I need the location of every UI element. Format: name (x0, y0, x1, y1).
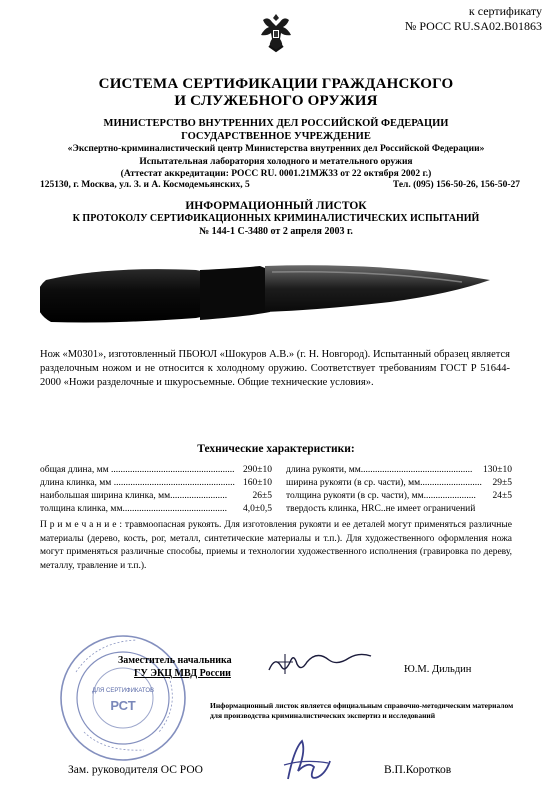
footnote-line-2: для производства криминалистических экспертиз и исследований (210, 711, 436, 720)
note-text: травмоопасная рукоять. Для изготовления рукояти и ее деталей могут применяться различные материалы (дерево, кость, рог, металл, синтетические материалы и т.п.). Для художественного оформления ножа могут применяться различные способы, приемы и технологии художественного исполнения (гравировка по дереву, металлу, травление и т.п.). (40, 520, 512, 571)
spec-row (40, 503, 272, 516)
note-paragraph (40, 519, 512, 573)
spec-row (40, 490, 272, 503)
signatory-1-name: Ю.М. Дильдин (404, 664, 472, 675)
spec-value: 160±10 (243, 478, 272, 488)
footnote-line-1: Информационный листок является официальным справочно-методическим материалом (210, 701, 514, 710)
center-name: «Экспертно-криминалистический центр Министерства внутренних дел Российской Федерации» (67, 144, 485, 154)
spec-row (40, 477, 272, 490)
spec-value: 26±5 (252, 491, 272, 501)
signatory-2-name: В.П.Коротков (384, 764, 452, 776)
document-title (0, 76, 552, 110)
spec-value: 290±10 (243, 465, 272, 475)
certificate-reference (405, 4, 542, 34)
institution-type: ГОСУДАРСТВЕННОЕ УЧРЕЖДЕНИЕ (181, 131, 371, 142)
spec-label: ширина рукояти (в ср. части), мм.......................... (286, 478, 482, 488)
stamp-mark: РСТ (110, 698, 136, 713)
spec-label: твердость клинка, HRC..не имеет ограничений (286, 504, 476, 514)
spec-label: толщина рукояти (в ср. части), мм...................... (286, 491, 476, 501)
accreditation-line: (Аттестат аккредитации: РОСС RU. 0001.21МЖ33 от 22 октября 2002 г.) (120, 169, 432, 179)
signature-1-icon (265, 648, 375, 680)
signatory-1-title-line-2: ГУ ЭКЦ МВД России (134, 668, 231, 679)
spec-label: общая длина, мм .................................................... (40, 465, 235, 475)
phone: Тел. (095) 156-50-26, 156-50-27 (392, 180, 520, 190)
signatory-1-title-line-1: Заместитель начальника (118, 655, 232, 666)
official-stamp-icon (54, 632, 192, 764)
spec-row (286, 503, 512, 516)
certificate-number: № РОСС RU.SA02.B01863 (404, 19, 542, 33)
spec-row (286, 464, 512, 477)
signatory-2-title: Зам. руководителя ОС РОО (68, 764, 203, 776)
stamp-center-text: ДЛЯ СЕРТИФИКАТОВ (91, 688, 155, 694)
address: 125130, г. Москва, ул. З. и А. Космодемьянских, 5 (40, 180, 250, 190)
spec-label: наибольшая ширина клинка, мм........................ (40, 491, 228, 501)
specs-left-column (40, 464, 272, 516)
info-sheet-title: ИНФОРМАЦИОННЫЙ ЛИСТОК (185, 200, 367, 212)
title-line-1: СИСТЕМА СЕРТИФИКАЦИИ ГРАЖДАНСКОГО (98, 76, 454, 92)
address-line (40, 180, 520, 190)
spec-row (40, 464, 272, 477)
title-line-2: И СЛУЖЕБНОГО ОРУЖИЯ (174, 93, 378, 109)
protocol-number: № 144-1 С-3480 от 2 апреля 2003 г. (199, 226, 353, 237)
spec-label: длина рукояти, мм............................................... (286, 465, 473, 475)
spec-value: 4,0±0,5 (243, 504, 272, 514)
footnote (210, 701, 530, 721)
spec-value: 29±5 (492, 478, 512, 488)
spec-value: 24±5 (492, 491, 512, 501)
specs-title: Технические характеристики: (197, 443, 355, 455)
specs-right-column (286, 464, 512, 516)
laboratory-name: Испытательная лаборатория холодного и метательного оружия (139, 157, 413, 167)
knife-photo (40, 252, 500, 342)
spec-row (286, 490, 512, 503)
ministry-name: МИНИСТЕРСТВО ВНУТРЕННИХ ДЕЛ РОССИЙСКОЙ ФЕДЕРАЦИИ (103, 118, 449, 129)
note-label: П р и м е ч а н и е : (40, 520, 123, 530)
spec-label: длина клинка, мм ................................................... (40, 478, 235, 488)
certificate-reference-label: к сертификату (468, 4, 542, 18)
spec-value: 130±10 (483, 465, 512, 475)
double-headed-eagle-emblem-icon (255, 10, 297, 54)
signature-2-icon (278, 735, 338, 787)
product-description: Нож «М0301», изготовленный ПБОЮЛ «Шокуров А.В.» (г. Н. Новгород). Испытанный образец является разделочным ножом и не относится к холодному оружию. Соответствует требованиям ГОСТ Р 51644-2000 «Ножи разделочные и шкуросъемные. Общие технические условия». (40, 349, 510, 388)
spec-row (286, 477, 512, 490)
info-sheet-subtitle: К ПРОТОКОЛУ СЕРТИФИКАЦИОННЫХ КРИМИНАЛИСТИЧЕСКИХ ИСПЫТАНИЙ (72, 213, 480, 224)
spec-label: толщина клинка, мм............................................ (40, 504, 227, 514)
